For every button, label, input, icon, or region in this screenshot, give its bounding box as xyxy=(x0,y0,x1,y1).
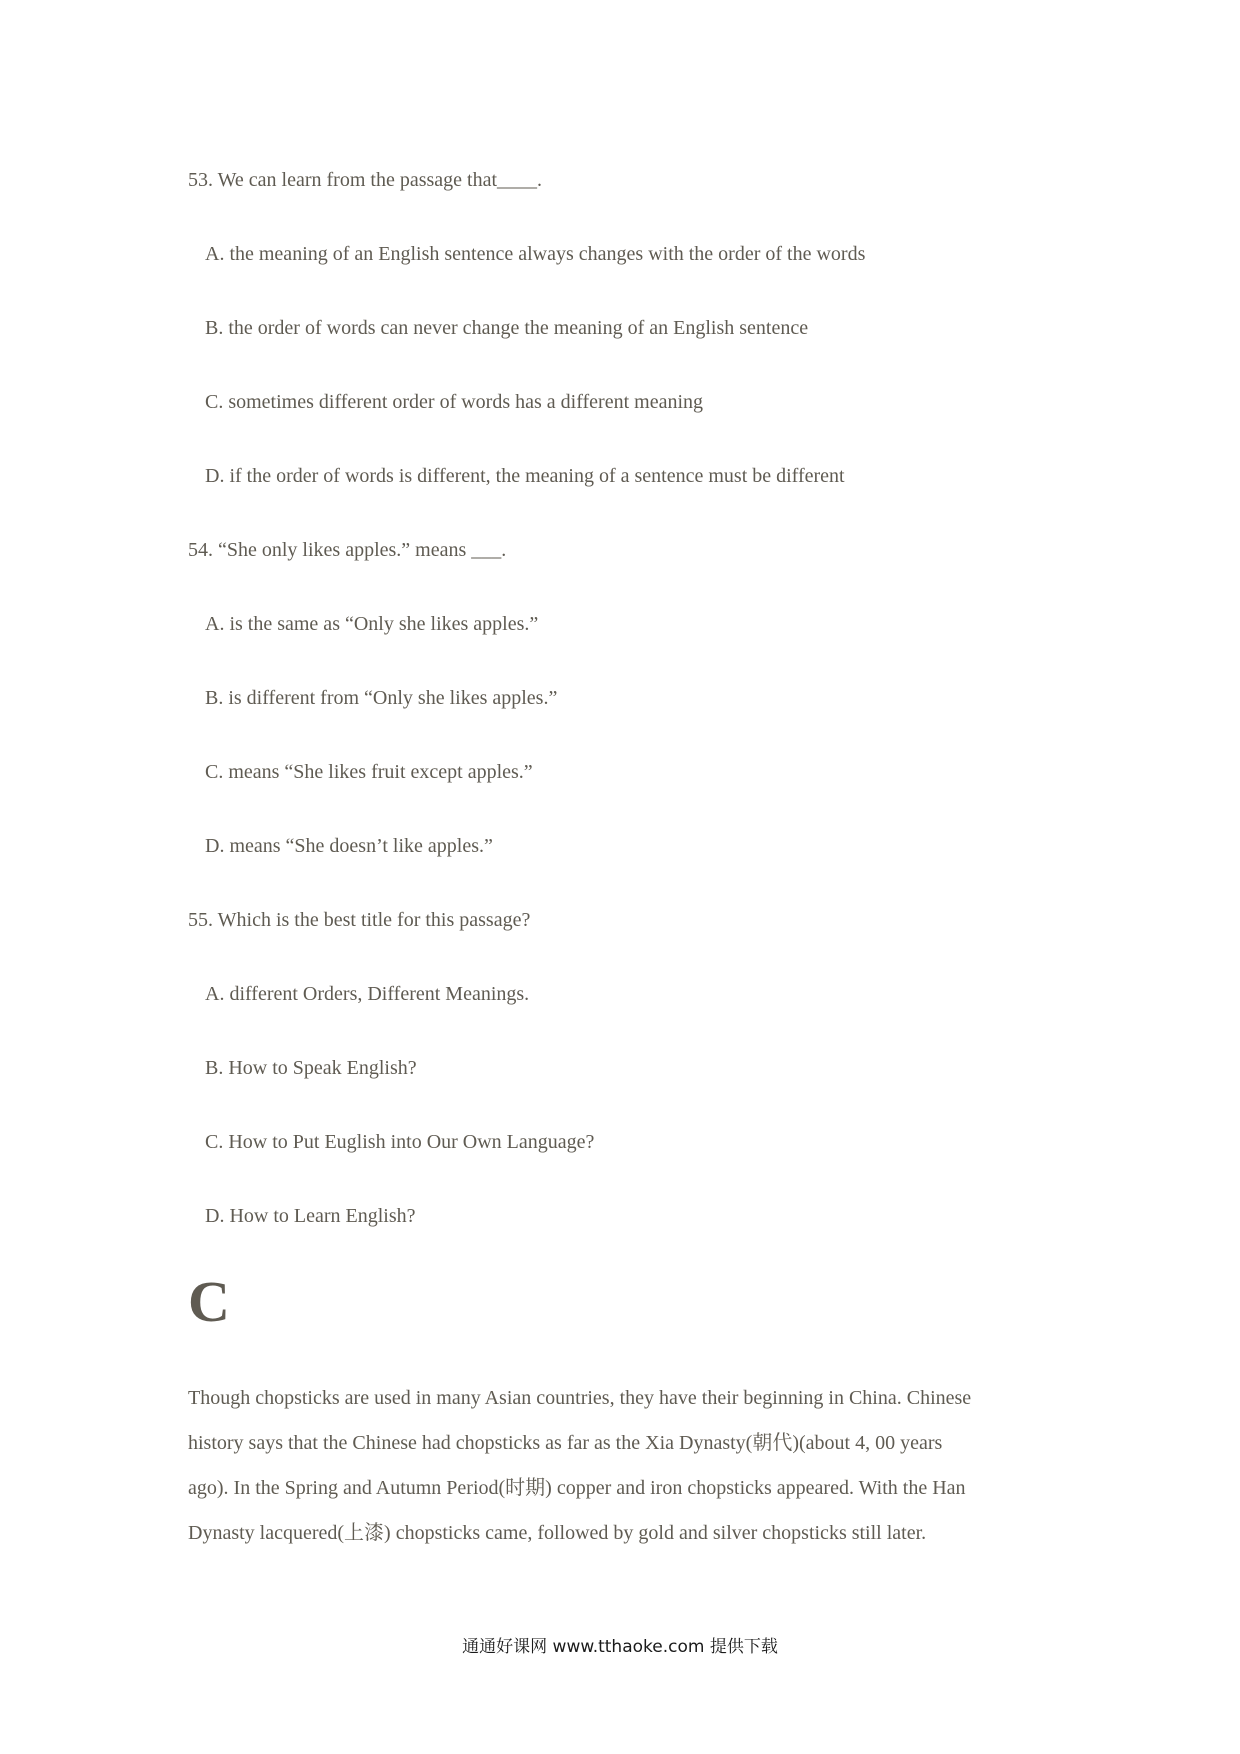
question-53-stem: 53. We can learn from the passage that____. xyxy=(188,169,543,191)
question-55-option-c: C. How to Put Euglish into Our Own Language? xyxy=(205,1131,595,1153)
question-54-option-a: A. is the same as “Only she likes apples.” xyxy=(205,613,539,635)
question-55-stem: 55. Which is the best title for this passage? xyxy=(188,909,531,931)
question-55-option-d: D. How to Learn English? xyxy=(205,1205,416,1227)
section-heading-c: C xyxy=(188,1269,230,1334)
question-55-option-b: B. How to Speak English? xyxy=(205,1057,417,1079)
question-53-option-c: C. sometimes different order of words has a different meaning xyxy=(205,391,704,413)
passage-line-4: Dynasty lacquered(上漆) chopsticks came, followed by gold and silver chopsticks still later. xyxy=(188,1522,927,1544)
question-54-option-b: B. is different from “Only she likes apples.” xyxy=(205,687,558,709)
question-54-option-c: C. means “She likes fruit except apples.” xyxy=(205,761,533,783)
passage-paragraph xyxy=(188,1376,1058,1556)
question-54-option-d: D. means “She doesn’t like apples.” xyxy=(205,835,493,857)
question-53-option-b: B. the order of words can never change the meaning of an English sentence xyxy=(205,317,809,339)
question-55-option-a: A. different Orders, Different Meanings. xyxy=(205,983,530,1005)
question-53-option-d: D. if the order of words is different, the meaning of a sentence must be different xyxy=(205,465,845,487)
passage-line-3: ago). In the Spring and Autumn Period(时期) copper and iron chopsticks appeared. With the Han xyxy=(188,1477,966,1499)
question-54-stem: 54. “She only likes apples.” means ___. xyxy=(188,539,507,561)
passage-line-1: Though chopsticks are used in many Asian countries, they have their beginning in China. Chinese xyxy=(188,1387,972,1409)
passage-line-2: history says that the Chinese had chopsticks as far as the Xia Dynasty(朝代)(about 4, 00 years xyxy=(188,1432,943,1454)
page-footer: 通通好课网 www.tthaoke.com 提供下载 xyxy=(462,1637,778,1657)
question-53-option-a: A. the meaning of an English sentence always changes with the order of the words xyxy=(205,243,866,265)
